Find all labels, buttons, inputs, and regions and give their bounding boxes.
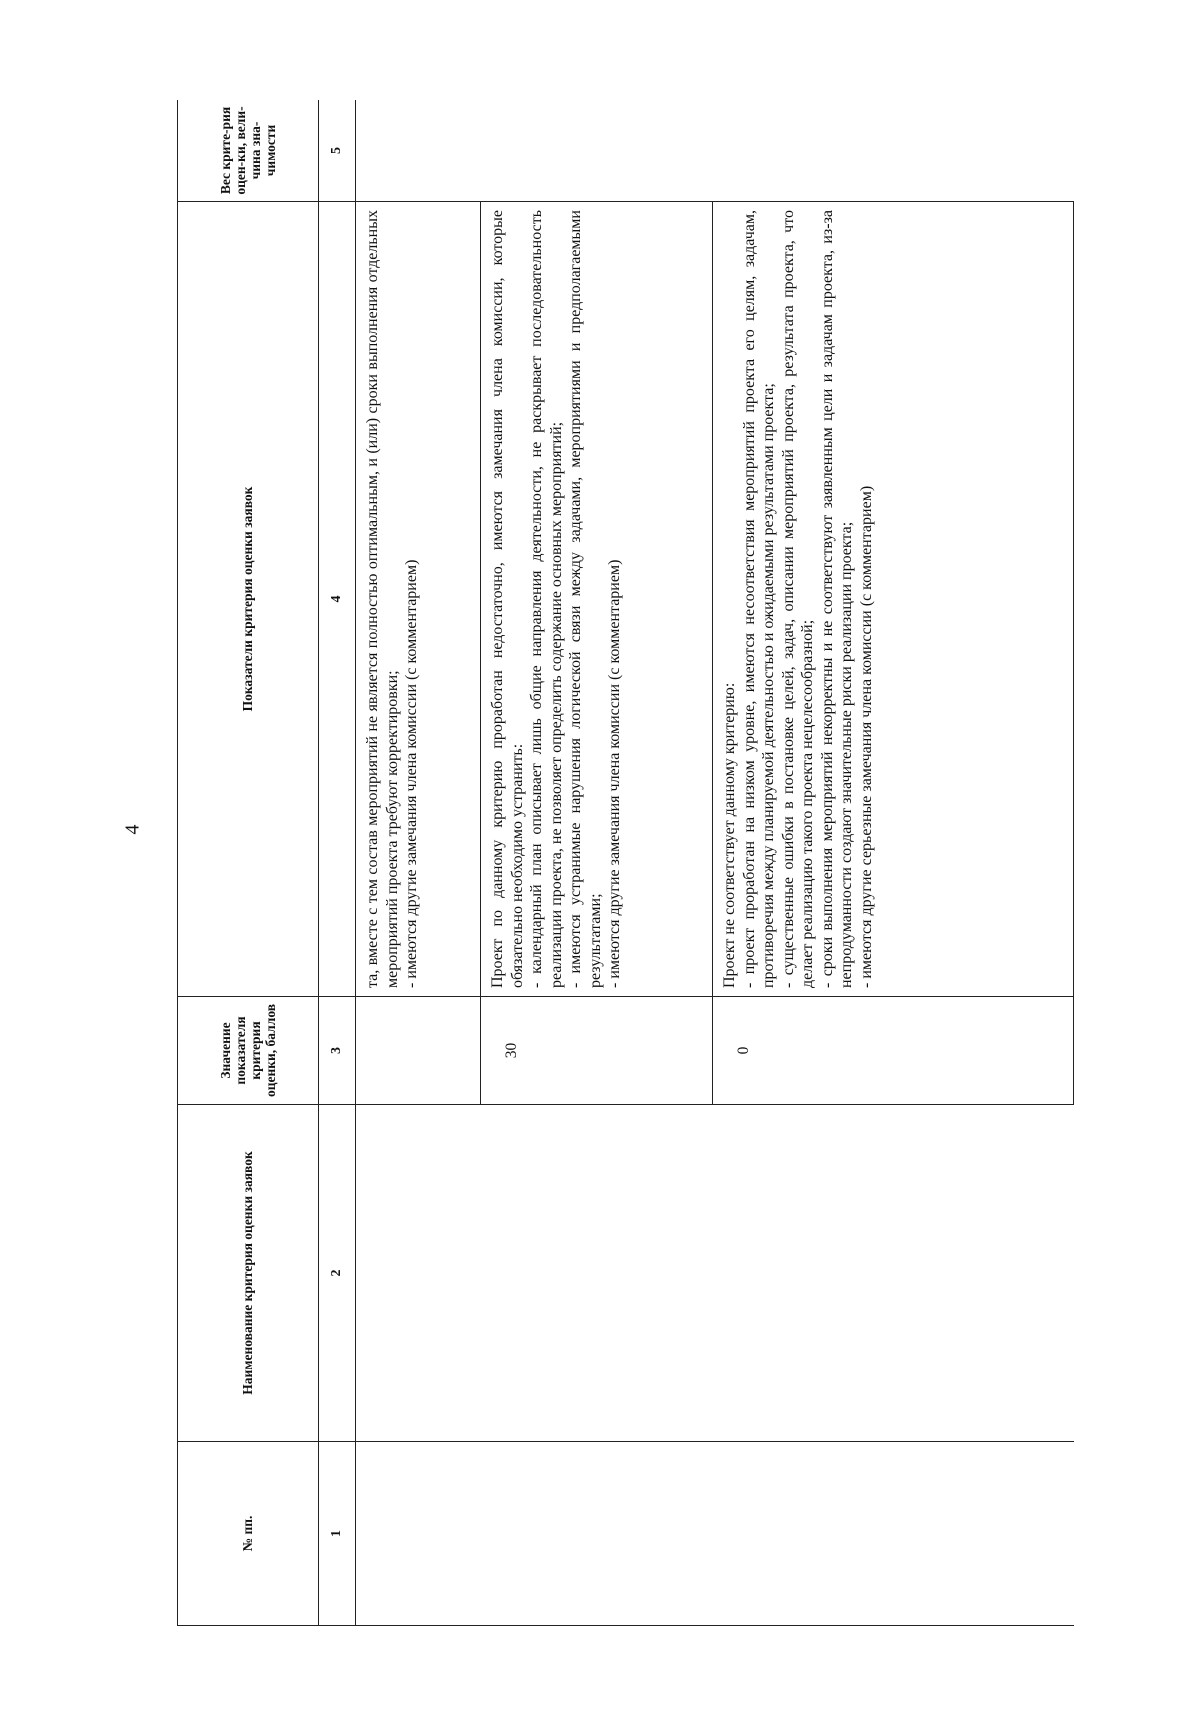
description-line: - календарный план описывает лишь общие направления деятельности, не раскрывает последовательность реализации проекта, не позволяет определить содержание основных мероприятий;	[528, 210, 565, 988]
indicator-description-cell	[356, 202, 481, 997]
description-line: - имеются другие серьезные замечания члена комиссии (с комментарием)	[857, 485, 875, 988]
indicator-description-cell	[481, 202, 713, 997]
column-number: 1	[319, 1442, 356, 1626]
description-line: - проект проработан на низком уровне, имеются несоответствия мероприятий проекта его целям, задачам, противоречия между планируемой деятельностью и ожидаемыми результатами проекта;	[740, 210, 778, 988]
description-line: - имеются другие замечания члена комиссии (с комментарием)	[606, 559, 624, 988]
description-line: - имеются устранимые нарушения логической связи между задачами, мероприятиями и предполагаемыми результатами;	[567, 210, 604, 988]
description-line: та, вместе с тем состав мероприятий не является полностью оптимальным, и (или) сроки выполнения отдельных мероприятий проекта требуют корректировки;	[364, 210, 401, 988]
indicator-value-cell	[356, 997, 481, 1105]
header-num: № пп.	[178, 1442, 319, 1626]
criteria-table-frame	[177, 100, 1074, 1626]
column-number: 5	[319, 100, 356, 202]
column-number: 4	[319, 202, 356, 997]
header-criterion-name: Наименование критерия оценки заявок	[178, 1105, 319, 1442]
criteria-table	[177, 100, 1074, 1626]
header-weight: Вес крите-рия оцен-ки, вели-чина зна-чимости	[178, 100, 319, 202]
description-line: Проект по данному критерию проработан недостаточно, имеются замечания члена комиссии, которые обязательно необходимо устранить:	[489, 210, 526, 988]
table-header-row	[178, 100, 319, 1626]
indicator-description-cell	[713, 202, 1074, 997]
table-row	[356, 100, 481, 1626]
column-number: 2	[319, 1105, 356, 1442]
description-line: - сроки выполнения мероприятий некорректны и не соответствуют заявленным цели и задачам проекта, из-за непродуманности создают значительные риски реализации проекта;	[818, 210, 856, 988]
description-line: - имеются другие замечания члена комиссии (с комментарием)	[403, 559, 421, 988]
description-line: Проект не соответствует данному критерию:	[721, 682, 738, 988]
column-number: 3	[319, 997, 356, 1105]
indicator-value-cell: 0	[713, 997, 1074, 1105]
indicator-value-cell: 30	[481, 997, 713, 1105]
description-line: - существенные ошибки в постановке целей, задач, описании мероприятий проекта, результата проекта, что делает реализацию такого проекта нецелесообразной;	[779, 210, 817, 988]
header-indicator-value: Значение показателя критерия оценки, баллов	[178, 997, 319, 1105]
criterion-num-cell	[356, 1442, 1074, 1626]
criterion-name-cell	[356, 1105, 1074, 1442]
header-indicators: Показатели критерия оценки заявок	[178, 202, 319, 997]
page-number: 4	[121, 824, 144, 835]
column-number-row	[319, 100, 356, 1626]
weight-cell	[356, 100, 1074, 202]
